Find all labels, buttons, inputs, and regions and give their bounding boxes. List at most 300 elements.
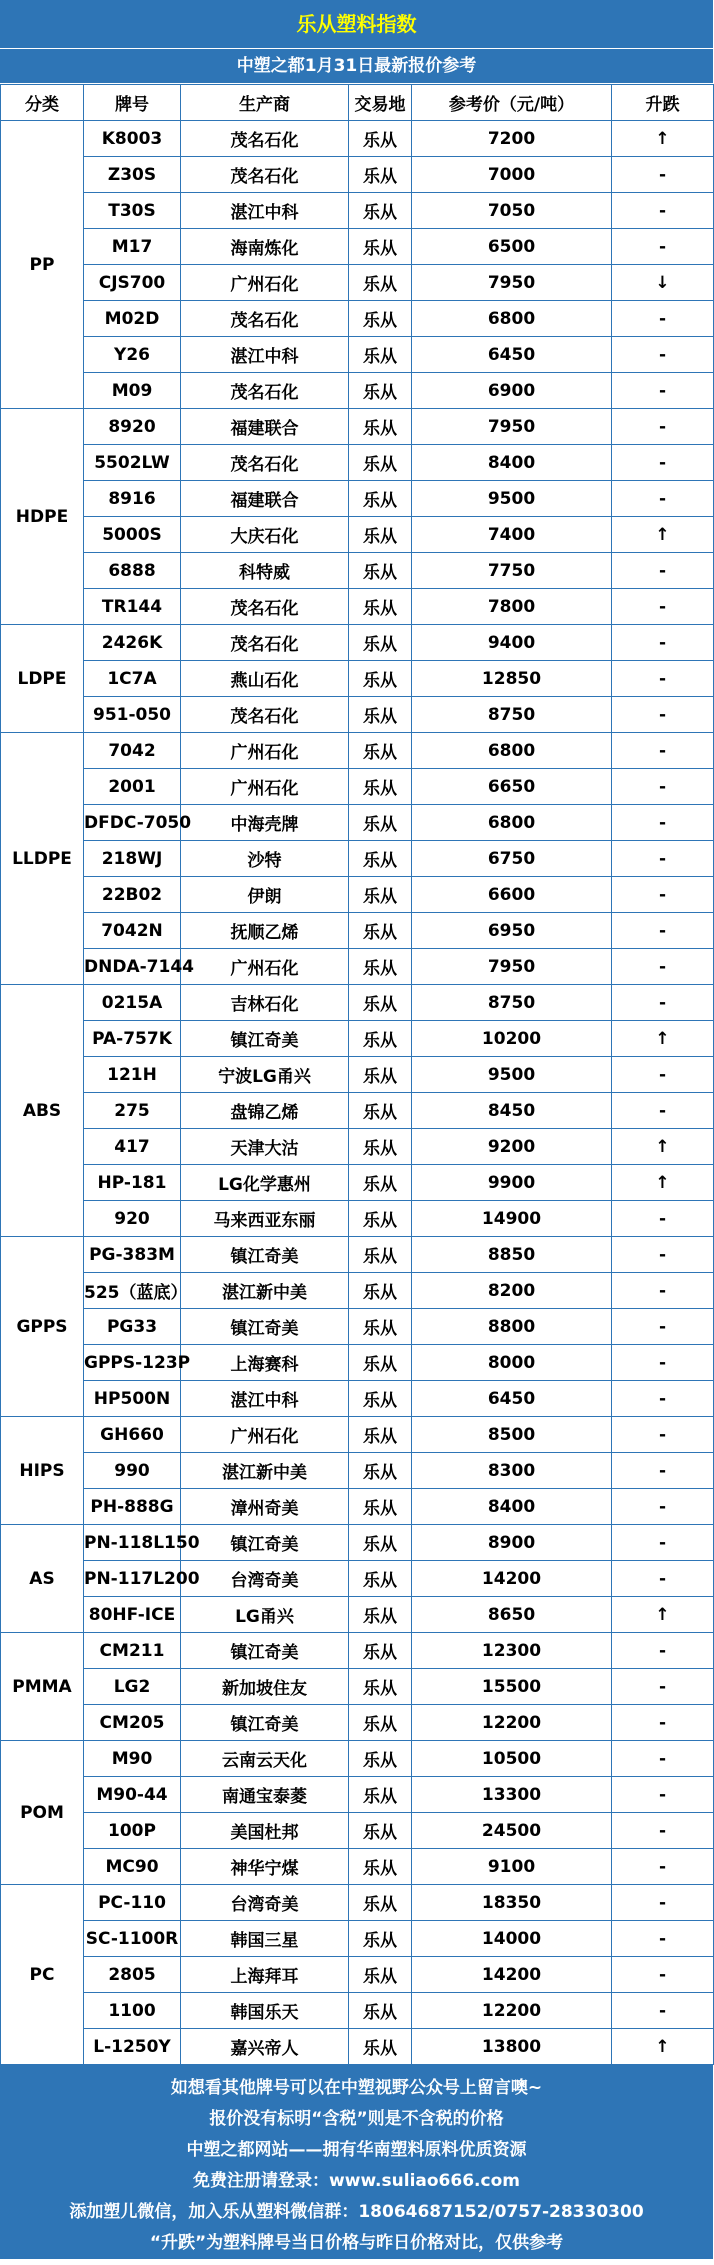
market-cell: 乐从 — [349, 1021, 412, 1057]
price-cell: 12300 — [412, 1633, 612, 1669]
grade-cell: GH660 — [84, 1417, 181, 1453]
change-cell: - — [612, 1633, 714, 1669]
price-cell: 9400 — [412, 625, 612, 661]
market-cell: 乐从 — [349, 1093, 412, 1129]
table-row — [1, 1345, 714, 1381]
price-cell: 6800 — [412, 301, 612, 337]
grade-cell: DNDA-7144 — [84, 949, 181, 985]
change-cell: - — [612, 481, 714, 517]
table-row — [1, 697, 714, 733]
change-cell: - — [612, 1093, 714, 1129]
market-cell: 乐从 — [349, 1921, 412, 1957]
change-cell: - — [612, 877, 714, 913]
price-cell: 15500 — [412, 1669, 612, 1705]
category-cell: AS — [1, 1525, 84, 1633]
change-cell: - — [612, 1957, 714, 1993]
change-cell: - — [612, 445, 714, 481]
table-row — [1, 1597, 714, 1633]
footer-line: 中塑之都网站——拥有华南塑料原料优质资源 — [186, 2140, 527, 2160]
producer-cell: 上海拜耳 — [181, 1957, 349, 1993]
change-cell: - — [612, 1993, 714, 2029]
price-cell: 6800 — [412, 733, 612, 769]
table-row — [1, 769, 714, 805]
price-cell: 7000 — [412, 157, 612, 193]
table-row — [1, 517, 714, 553]
grade-cell: 7042N — [84, 913, 181, 949]
table-row — [1, 1417, 714, 1453]
change-cell: - — [612, 661, 714, 697]
market-cell: 乐从 — [349, 1237, 412, 1273]
grade-cell: M17 — [84, 229, 181, 265]
producer-cell: 茂名石化 — [181, 589, 349, 625]
producer-cell: 新加坡住友 — [181, 1669, 349, 1705]
grade-cell: PC-110 — [84, 1885, 181, 1921]
table-row — [1, 1057, 714, 1093]
price-cell: 6650 — [412, 769, 612, 805]
producer-cell: 南通宝泰菱 — [181, 1777, 349, 1813]
grade-cell: 0215A — [84, 985, 181, 1021]
table-row — [1, 481, 714, 517]
grade-cell: 5000S — [84, 517, 181, 553]
market-cell: 乐从 — [349, 1165, 412, 1201]
market-cell: 乐从 — [349, 373, 412, 409]
market-cell: 乐从 — [349, 1813, 412, 1849]
producer-cell: 云南云天化 — [181, 1741, 349, 1777]
table-row — [1, 1741, 714, 1777]
market-cell: 乐从 — [349, 1993, 412, 2029]
grade-cell: M09 — [84, 373, 181, 409]
price-cell: 6950 — [412, 913, 612, 949]
change-cell: ↑ — [612, 1021, 714, 1057]
grade-cell: M90-44 — [84, 1777, 181, 1813]
market-cell: 乐从 — [349, 553, 412, 589]
market-cell: 乐从 — [349, 1525, 412, 1561]
price-cell: 14000 — [412, 1921, 612, 1957]
price-cell: 6800 — [412, 805, 612, 841]
price-cell: 8750 — [412, 697, 612, 733]
market-cell: 乐从 — [349, 625, 412, 661]
market-cell: 乐从 — [349, 841, 412, 877]
producer-cell: 茂名石化 — [181, 157, 349, 193]
footer-line: “升跌”为塑料牌号当日价格与昨日价格对比，仅供参考 — [149, 2233, 564, 2253]
change-cell: - — [612, 589, 714, 625]
grade-cell: CM211 — [84, 1633, 181, 1669]
price-cell: 9500 — [412, 1057, 612, 1093]
producer-cell: 广州石化 — [181, 265, 349, 301]
market-cell: 乐从 — [349, 1273, 412, 1309]
change-cell: - — [612, 1525, 714, 1561]
price-cell: 6500 — [412, 229, 612, 265]
table-row — [1, 1561, 714, 1597]
grade-cell: 1100 — [84, 1993, 181, 2029]
producer-cell: 马来西亚东丽 — [181, 1201, 349, 1237]
grade-cell: 218WJ — [84, 841, 181, 877]
table-row — [1, 1309, 714, 1345]
table-row — [1, 1957, 714, 1993]
table-row — [1, 733, 714, 769]
change-cell: - — [612, 1237, 714, 1273]
table-row — [1, 553, 714, 589]
producer-cell: 伊朗 — [181, 877, 349, 913]
price-cell: 8300 — [412, 1453, 612, 1489]
price-cell: 7050 — [412, 193, 612, 229]
sheet-title: 乐从塑料指数 — [0, 0, 713, 49]
grade-cell: 920 — [84, 1201, 181, 1237]
producer-cell: 茂名石化 — [181, 697, 349, 733]
table-row — [1, 1849, 714, 1885]
producer-cell: 沙特 — [181, 841, 349, 877]
producer-cell: 镇江奇美 — [181, 1309, 349, 1345]
category-cell: POM — [1, 1741, 84, 1885]
table-row — [1, 1201, 714, 1237]
grade-cell: 7042 — [84, 733, 181, 769]
price-cell: 14900 — [412, 1201, 612, 1237]
market-cell: 乐从 — [349, 1777, 412, 1813]
grade-cell: 2001 — [84, 769, 181, 805]
change-cell: ↑ — [612, 1129, 714, 1165]
grade-cell: PG33 — [84, 1309, 181, 1345]
change-cell: - — [612, 1669, 714, 1705]
market-cell: 乐从 — [349, 1669, 412, 1705]
grade-cell: M02D — [84, 301, 181, 337]
price-cell: 10500 — [412, 1741, 612, 1777]
change-cell: - — [612, 625, 714, 661]
market-cell: 乐从 — [349, 1957, 412, 1993]
producer-cell: 美国杜邦 — [181, 1813, 349, 1849]
table-row — [1, 121, 714, 157]
grade-cell: Z30S — [84, 157, 181, 193]
producer-cell: 广州石化 — [181, 1417, 349, 1453]
price-cell: 8500 — [412, 1417, 612, 1453]
market-cell: 乐从 — [349, 661, 412, 697]
grade-cell: TR144 — [84, 589, 181, 625]
change-cell: - — [612, 985, 714, 1021]
market-cell: 乐从 — [349, 589, 412, 625]
grade-cell: PA-757K — [84, 1021, 181, 1057]
price-cell: 8200 — [412, 1273, 612, 1309]
price-cell: 7950 — [412, 265, 612, 301]
change-cell: - — [612, 1201, 714, 1237]
column-header-market: 交易地 — [349, 85, 412, 121]
change-cell: - — [612, 733, 714, 769]
footer-notes — [0, 2065, 713, 2259]
change-cell: - — [612, 1921, 714, 1957]
price-cell: 13300 — [412, 1777, 612, 1813]
category-cell: PC — [1, 1885, 84, 2065]
change-cell: - — [612, 193, 714, 229]
market-cell: 乐从 — [349, 805, 412, 841]
table-row — [1, 1093, 714, 1129]
price-cell: 14200 — [412, 1561, 612, 1597]
change-cell: - — [612, 1453, 714, 1489]
table-row — [1, 373, 714, 409]
change-cell: ↑ — [612, 2029, 714, 2065]
price-cell: 24500 — [412, 1813, 612, 1849]
change-cell: - — [612, 409, 714, 445]
column-header-producer: 生产商 — [181, 85, 349, 121]
producer-cell: 福建联合 — [181, 409, 349, 445]
category-cell: PP — [1, 121, 84, 409]
grade-cell: PG-383M — [84, 1237, 181, 1273]
change-cell: - — [612, 1489, 714, 1525]
category-cell: LDPE — [1, 625, 84, 733]
market-cell: 乐从 — [349, 1057, 412, 1093]
market-cell: 乐从 — [349, 913, 412, 949]
sheet-subtitle: 中塑之都1月31日最新报价参考 — [0, 49, 713, 84]
change-cell: - — [612, 697, 714, 733]
table-row — [1, 877, 714, 913]
table-row — [1, 1885, 714, 1921]
producer-cell: 镇江奇美 — [181, 1237, 349, 1273]
market-cell: 乐从 — [349, 481, 412, 517]
table-row — [1, 1165, 714, 1201]
producer-cell: 镇江奇美 — [181, 1525, 349, 1561]
producer-cell: 科特威 — [181, 553, 349, 589]
market-cell: 乐从 — [349, 769, 412, 805]
market-cell: 乐从 — [349, 301, 412, 337]
table-row — [1, 913, 714, 949]
market-cell: 乐从 — [349, 733, 412, 769]
table-row — [1, 1021, 714, 1057]
producer-cell: 茂名石化 — [181, 121, 349, 157]
grade-cell: 22B02 — [84, 877, 181, 913]
price-table — [0, 84, 714, 2065]
table-row — [1, 157, 714, 193]
grade-cell: MC90 — [84, 1849, 181, 1885]
producer-cell: LG甬兴 — [181, 1597, 349, 1633]
grade-cell: M90 — [84, 1741, 181, 1777]
change-cell: - — [612, 229, 714, 265]
table-row — [1, 589, 714, 625]
table-row — [1, 1813, 714, 1849]
grade-cell: 121H — [84, 1057, 181, 1093]
grade-cell: PN-118L150 — [84, 1525, 181, 1561]
market-cell: 乐从 — [349, 1381, 412, 1417]
table-row — [1, 1129, 714, 1165]
price-cell: 8000 — [412, 1345, 612, 1381]
grade-cell: 525（蓝底） — [84, 1273, 181, 1309]
grade-cell: HP-181 — [84, 1165, 181, 1201]
price-cell: 7400 — [412, 517, 612, 553]
market-cell: 乐从 — [349, 409, 412, 445]
producer-cell: 茂名石化 — [181, 445, 349, 481]
price-cell: 12200 — [412, 1705, 612, 1741]
change-cell: - — [612, 301, 714, 337]
footer-line: 报价没有标明“含税”则是不含税的价格 — [209, 2109, 504, 2129]
change-cell: ↑ — [612, 121, 714, 157]
price-cell: 6450 — [412, 1381, 612, 1417]
producer-cell: 湛江中科 — [181, 1381, 349, 1417]
table-row — [1, 661, 714, 697]
price-cell: 8400 — [412, 1489, 612, 1525]
producer-cell: 漳州奇美 — [181, 1489, 349, 1525]
market-cell: 乐从 — [349, 193, 412, 229]
market-cell: 乐从 — [349, 1417, 412, 1453]
market-cell: 乐从 — [349, 517, 412, 553]
change-cell: - — [612, 1057, 714, 1093]
grade-cell: 951-050 — [84, 697, 181, 733]
grade-cell: 100P — [84, 1813, 181, 1849]
grade-cell: 2805 — [84, 1957, 181, 1993]
table-row — [1, 625, 714, 661]
grade-cell: LG2 — [84, 1669, 181, 1705]
column-header-change: 升跌 — [612, 85, 714, 121]
producer-cell: 嘉兴帝人 — [181, 2029, 349, 2065]
market-cell: 乐从 — [349, 337, 412, 373]
producer-cell: 天津大沽 — [181, 1129, 349, 1165]
change-cell: - — [612, 553, 714, 589]
grade-cell: CJS700 — [84, 265, 181, 301]
producer-cell: 茂名石化 — [181, 373, 349, 409]
change-cell: ↑ — [612, 517, 714, 553]
table-row — [1, 265, 714, 301]
price-cell: 7200 — [412, 121, 612, 157]
column-header-grade: 牌号 — [84, 85, 181, 121]
grade-cell: CM205 — [84, 1705, 181, 1741]
table-row — [1, 841, 714, 877]
producer-cell: 广州石化 — [181, 769, 349, 805]
price-cell: 18350 — [412, 1885, 612, 1921]
market-cell: 乐从 — [349, 1849, 412, 1885]
table-row — [1, 1381, 714, 1417]
grade-cell: DFDC-7050 — [84, 805, 181, 841]
price-cell: 6450 — [412, 337, 612, 373]
grade-cell: 8916 — [84, 481, 181, 517]
market-cell: 乐从 — [349, 1597, 412, 1633]
price-cell: 8750 — [412, 985, 612, 1021]
table-row — [1, 337, 714, 373]
table-row — [1, 1921, 714, 1957]
producer-cell: 大庆石化 — [181, 517, 349, 553]
grade-cell: 8920 — [84, 409, 181, 445]
column-header-price: 参考价（元/吨） — [412, 85, 612, 121]
price-cell: 9200 — [412, 1129, 612, 1165]
grade-cell: 275 — [84, 1093, 181, 1129]
table-row — [1, 985, 714, 1021]
change-cell: - — [612, 1813, 714, 1849]
change-cell: - — [612, 157, 714, 193]
producer-cell: 海南炼化 — [181, 229, 349, 265]
change-cell: - — [612, 1777, 714, 1813]
grade-cell: Y26 — [84, 337, 181, 373]
producer-cell: 上海赛科 — [181, 1345, 349, 1381]
market-cell: 乐从 — [349, 1885, 412, 1921]
producer-cell: 台湾奇美 — [181, 1885, 349, 1921]
price-cell: 8900 — [412, 1525, 612, 1561]
price-cell: 6900 — [412, 373, 612, 409]
change-cell: - — [612, 1561, 714, 1597]
change-cell: - — [612, 913, 714, 949]
change-cell: ↑ — [612, 1597, 714, 1633]
market-cell: 乐从 — [349, 1309, 412, 1345]
grade-cell: 6888 — [84, 553, 181, 589]
grade-cell: HP500N — [84, 1381, 181, 1417]
producer-cell: 湛江新中美 — [181, 1453, 349, 1489]
price-cell: 8400 — [412, 445, 612, 481]
producer-cell: 吉林石化 — [181, 985, 349, 1021]
price-cell: 6600 — [412, 877, 612, 913]
table-row — [1, 1237, 714, 1273]
producer-cell: 韩国三星 — [181, 1921, 349, 1957]
grade-cell: 417 — [84, 1129, 181, 1165]
change-cell: - — [612, 1417, 714, 1453]
market-cell: 乐从 — [349, 445, 412, 481]
table-body — [1, 121, 714, 2065]
price-cell: 6750 — [412, 841, 612, 877]
price-cell: 13800 — [412, 2029, 612, 2065]
market-cell: 乐从 — [349, 1453, 412, 1489]
producer-cell: 湛江中科 — [181, 193, 349, 229]
producer-cell: 抚顺乙烯 — [181, 913, 349, 949]
grade-cell: 1C7A — [84, 661, 181, 697]
table-row — [1, 1633, 714, 1669]
market-cell: 乐从 — [349, 1633, 412, 1669]
grade-cell: PH-888G — [84, 1489, 181, 1525]
table-row — [1, 193, 714, 229]
table-row — [1, 2029, 714, 2065]
market-cell: 乐从 — [349, 265, 412, 301]
table-row — [1, 229, 714, 265]
grade-cell: 990 — [84, 1453, 181, 1489]
price-cell: 14200 — [412, 1957, 612, 1993]
category-cell: HDPE — [1, 409, 84, 625]
table-row — [1, 1453, 714, 1489]
table-row — [1, 949, 714, 985]
table-row — [1, 1993, 714, 2029]
price-cell: 7750 — [412, 553, 612, 589]
category-cell: PMMA — [1, 1633, 84, 1741]
producer-cell: LG化学惠州 — [181, 1165, 349, 1201]
market-cell: 乐从 — [349, 229, 412, 265]
change-cell: - — [612, 841, 714, 877]
change-cell: - — [612, 373, 714, 409]
price-cell: 9900 — [412, 1165, 612, 1201]
change-cell: ↑ — [612, 1165, 714, 1201]
market-cell: 乐从 — [349, 949, 412, 985]
price-cell: 7950 — [412, 949, 612, 985]
market-cell: 乐从 — [349, 1129, 412, 1165]
producer-cell: 韩国乐天 — [181, 1993, 349, 2029]
table-row — [1, 409, 714, 445]
price-cell: 7800 — [412, 589, 612, 625]
market-cell: 乐从 — [349, 1705, 412, 1741]
grade-cell: 2426K — [84, 625, 181, 661]
change-cell: - — [612, 1705, 714, 1741]
grade-cell: T30S — [84, 193, 181, 229]
price-cell: 8800 — [412, 1309, 612, 1345]
category-cell: GPPS — [1, 1237, 84, 1417]
producer-cell: 镇江奇美 — [181, 1021, 349, 1057]
change-cell: - — [612, 1885, 714, 1921]
producer-cell: 盘锦乙烯 — [181, 1093, 349, 1129]
grade-cell: SC-1100R — [84, 1921, 181, 1957]
producer-cell: 广州石化 — [181, 949, 349, 985]
market-cell: 乐从 — [349, 1741, 412, 1777]
producer-cell: 镇江奇美 — [181, 1705, 349, 1741]
change-cell: - — [612, 1309, 714, 1345]
table-row — [1, 445, 714, 481]
producer-cell: 茂名石化 — [181, 625, 349, 661]
producer-cell: 神华宁煤 — [181, 1849, 349, 1885]
grade-cell: 5502LW — [84, 445, 181, 481]
table-row — [1, 1525, 714, 1561]
producer-cell: 宁波LG甬兴 — [181, 1057, 349, 1093]
change-cell: - — [612, 337, 714, 373]
column-header-category: 分类 — [1, 85, 84, 121]
producer-cell: 燕山石化 — [181, 661, 349, 697]
table-row — [1, 1273, 714, 1309]
table-row — [1, 1705, 714, 1741]
